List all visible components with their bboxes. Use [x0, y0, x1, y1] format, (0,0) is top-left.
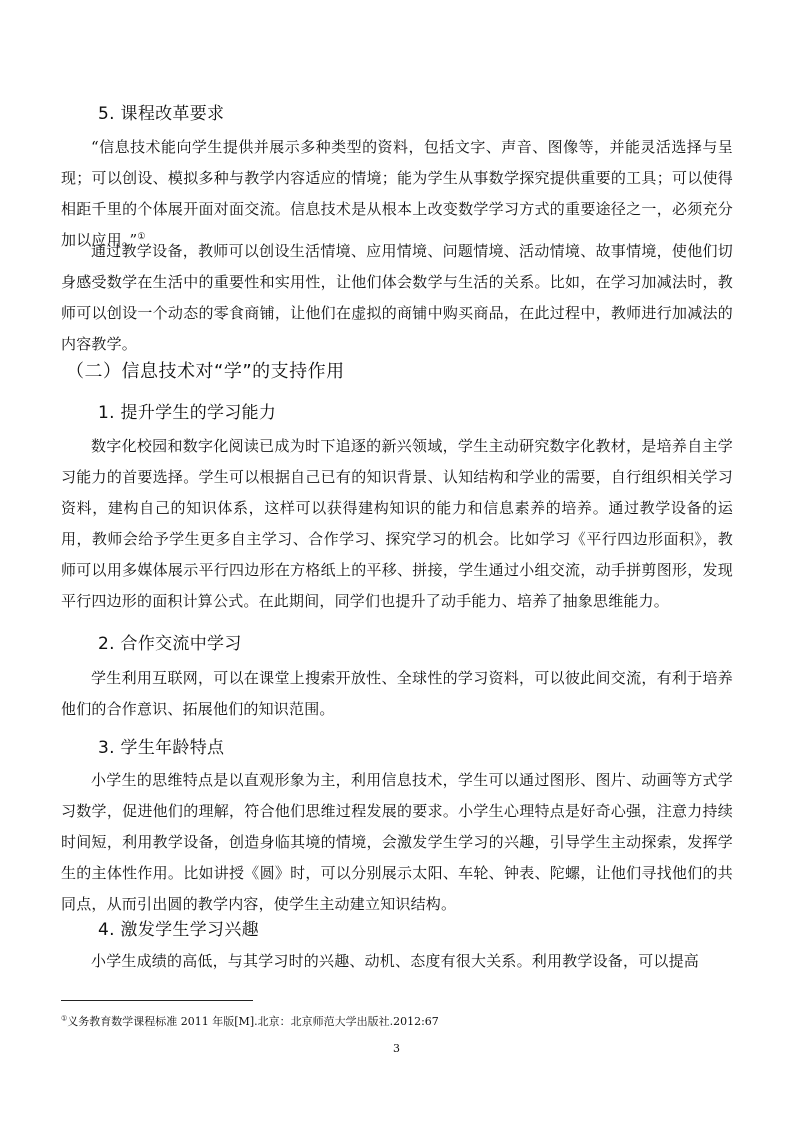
part-2-heading: （二）信息技术对“学”的支持作用 — [66, 361, 345, 382]
section-2-paragraph: 学生利用互联网，可以在课堂上搜索开放性、全球性的学习资料，可以彼此间交流，有利于培养他们的合作意识、拓展他们的知识范围。 — [61, 669, 733, 718]
section-1-heading: 1. 提升学生的学习能力 — [98, 403, 277, 423]
section-5-quote-text: “信息技术能向学生提供并展示多种类型的资料，包括文字、声音、图像等，并能灵活选择与呈现；可以创设、模拟多种与教学内容适应的情境；能为学生从事数学探究提供重要的工具；可以使得相距千里的个体展开面对面交流。信息技术是从根本上改变数学学习方式的重要途径之一，必须充分加以应用。” — [61, 138, 733, 249]
section-3-paragraph: 小学生的思维特点是以直观形象为主，利用信息技术，学生可以通过图形、图片、动画等方式学习数学，促进他们的理解，符合他们思维过程发展的要求。小学生心理特点是好奇心强，注意力持续时间短，利用教学设备，创造身临其境的情境，会激发学生学习的兴趣，引导学生主动探索，发挥学生的主体性作用。比如讲授《圆》时，可以分别展示太阳、车轮、钟表、陀螺，让他们寻找他们的共同点，从而引出圆的教学内容，使学生主动建立知识结构。 — [61, 771, 733, 913]
footnote-text: 义务教育数学课程标准 2011 年版[M].北京：北京师范大学出版社.2012:67 — [67, 1015, 439, 1028]
footnote-reference: ① — [137, 232, 146, 242]
section-4-paragraph: 小学生成绩的高低，与其学习时的兴趣、动机、态度有很大关系。利用教学设备，可以提高 — [91, 952, 700, 970]
page-number: 3 — [393, 1042, 400, 1055]
section-4-heading: 4. 激发学生学习兴趣 — [98, 920, 259, 940]
section-1-paragraph: 数字化校园和数字化阅读已成为时下追逐的新兴领域，学生主动研究数字化教材，是培养自主学习能力的首要选择。学生可以根据自己已有的知识背景、认知结构和学业的需要，自行组织相关学习资料，建构自己的知识体系，这样可以获得建构知识的能力和信息素养的培养。通过教学设备的运用，教师会给予学生更多自主学习、合作学习、探究学习的机会。比如学习《平行四边形面积》，教师可以用多媒体展示平行四边形在方格纸上的平移、拼接，学生通过小组交流，动手拼剪图形，发现平行四边形的面积计算公式。在此期间，同学们也提升了动手能力、培养了抽象思维能力。 — [61, 437, 733, 610]
section-5-heading: 5. 课程改革要求 — [98, 104, 225, 124]
section-3-heading: 3. 学生年龄特点 — [98, 738, 225, 758]
section-5-paragraph: 通过教学设备，教师可以创设生活情境、应用情境、问题情境、活动情境、故事情境，使他们切身感受数学在生活中的重要性和实用性，让他们体会数学与生活的关系。比如，在学习加减法时，教师可以创设一个动态的零食商铺，让他们在虚拟的商铺中购买商品，在此过程中，教师进行加减法的内容教学。 — [61, 242, 733, 353]
footnote-mark: ① — [61, 1014, 68, 1023]
footnote — [61, 1013, 439, 1029]
footnote-divider — [61, 1000, 253, 1001]
section-2-heading: 2. 合作交流中学习 — [98, 634, 242, 654]
